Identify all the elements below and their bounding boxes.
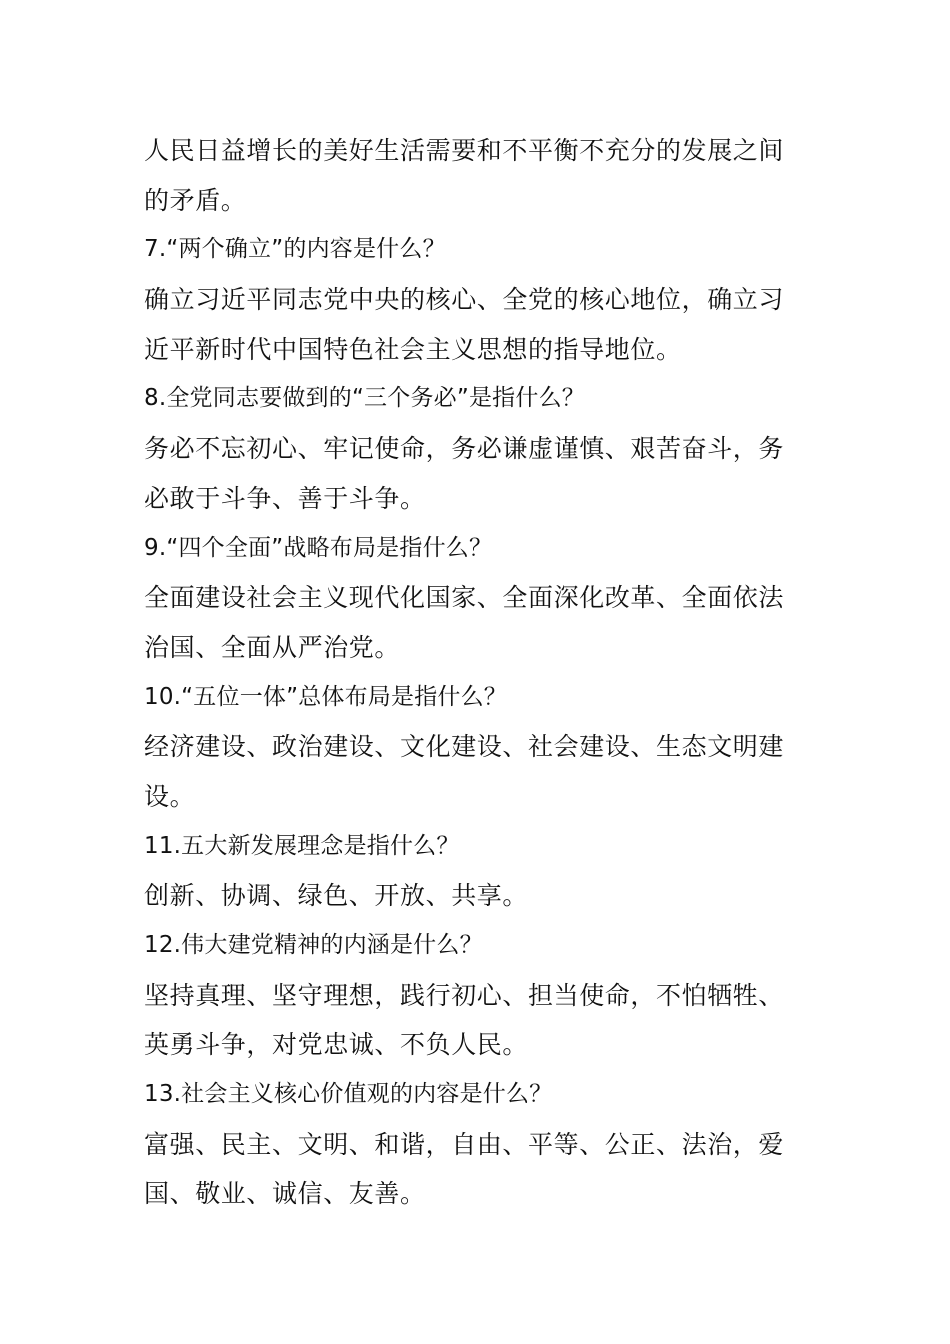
answer-8-line-1: 务必不忘初心、牢记使命，务必谦虚谨慎、艰苦奋斗，务 xyxy=(144,434,785,464)
answer-6-line-2: 的矛盾。 xyxy=(144,185,247,215)
answer-7-line-1: 确立习近平同志党中央的核心、全党的核心地位，确立习 xyxy=(144,285,785,315)
document-body xyxy=(144,126,809,1219)
question-11: 11.五大新发展理念是指什么？ xyxy=(144,832,460,859)
answer-10-line-1: 经济建设、政治建设、文化建设、社会建设、生态文明建 xyxy=(144,732,785,762)
answer-6-line-1: 人民日益增长的美好生活需要和不平衡不充分的发展之间 xyxy=(144,136,785,165)
answer-12-line-1: 坚持真理、坚守理想，践行初心、担当使命，不怕牺牲、 xyxy=(144,980,785,1010)
answer-8-line-2: 必敢于斗争、善于斗争。 xyxy=(144,483,426,513)
question-10: 10.“五位一体”总体布局是指什么？ xyxy=(144,683,508,710)
question-8: 8.全党同志要做到的“三个务必”是指什么？ xyxy=(144,385,585,412)
answer-12-line-2: 英勇斗争，对党忠诚、不负人民。 xyxy=(144,1030,529,1060)
answer-10-line-2: 设。 xyxy=(144,781,196,811)
question-7: 7.“两个确立”的内容是什么？ xyxy=(144,236,446,263)
question-12: 12.伟大建党精神的内涵是什么？ xyxy=(144,932,483,958)
question-13: 13.社会主义核心价值观的内容是什么？ xyxy=(144,1081,553,1108)
answer-7-line-2: 近平新时代中国特色社会主义思想的指导地位。 xyxy=(144,334,682,364)
answer-9-line-1: 全面建设社会主义现代化国家、全面深化改革、全面依法 xyxy=(144,583,785,613)
question-9: 9.“四个全面”战略布局是指什么？ xyxy=(144,534,493,561)
answer-13-line-1: 富强、民主、文明、和谐，自由、平等、公正、法治，爱 xyxy=(144,1129,785,1159)
answer-9-line-2: 治国、全面从严治党。 xyxy=(144,632,401,662)
answer-13-line-2: 国、敬业、诚信、友善。 xyxy=(144,1179,426,1209)
answer-11-line-1: 创新、协调、绿色、开放、共享。 xyxy=(144,881,529,911)
